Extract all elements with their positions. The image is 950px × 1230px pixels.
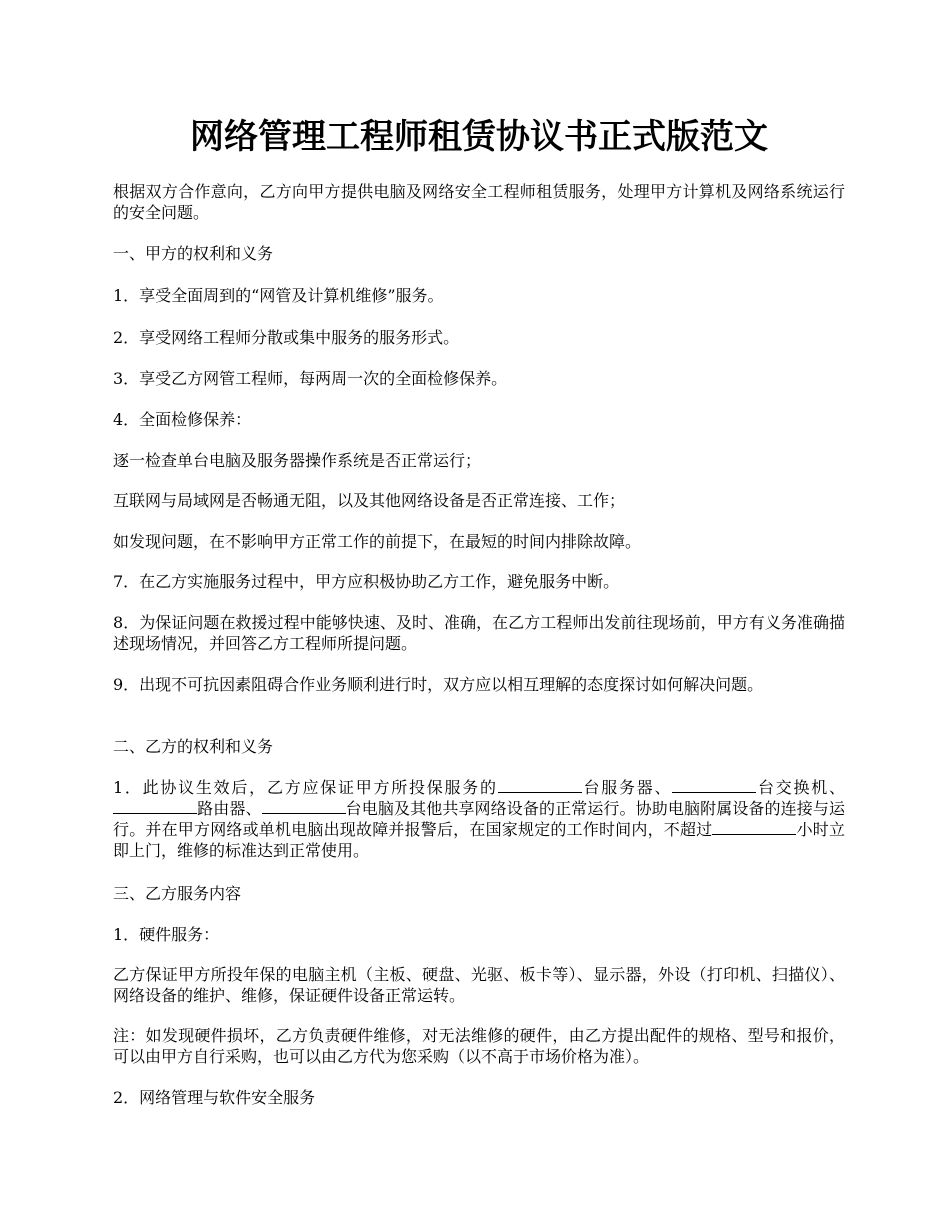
clause-a-4c: 如发现问题，在不影响甲方正常工作的前提下，在最短的时间内排除故障。 (113, 532, 642, 551)
clause-a-7: 7．在乙方实施服务过程中，甲方应积极协助乙方工作，避免服务中断。 (113, 572, 620, 591)
blank-switches (672, 778, 756, 793)
section-heading-party-b: 二、乙方的权利和义务 (113, 737, 274, 756)
clause-b-1-text-f: 小时立即上门，维修的标准达到正常使用。 (113, 820, 845, 860)
clause-a-4: 4．全面检修保养： (113, 410, 252, 429)
blank-servers (498, 778, 582, 793)
clause-c-2: 2．网络管理与软件安全服务 (113, 1088, 316, 1107)
section-heading-services: 三、乙方服务内容 (113, 884, 242, 903)
clause-a-4b: 互联网与局域网是否畅通无阻，以及其他网络设备是否正常连接、工作； (113, 491, 626, 510)
clause-b-1-text-e: 台电脑及其他共享网络设备的正常运行。协助电脑附属设备的连接与运行。并在甲方网络或单机电脑出现故障并报警后，在国家规定的工作时间内，不超过 (113, 799, 845, 839)
blank-routers (113, 799, 197, 814)
clause-a-8: 8．为保证问题在救援过程中能够快速、及时、准确，在乙方工程师出发前往现场前，甲方有义务准确描述现场情况，并回答乙方工程师所提问题。 (113, 613, 845, 653)
section-heading-party-a: 一、甲方的权利和义务 (113, 244, 274, 263)
page-title: 网络管理工程师租赁协议书正式版范文 (190, 117, 768, 157)
clause-b-1-text-d: 路由器、 (197, 799, 262, 818)
clause-b-1 (113, 777, 845, 861)
intro-paragraph: 根据双方合作意向，乙方向甲方提供电脑及网络安全工程师租赁服务，处理甲方计算机及网络系统运行的安全问题。 (113, 182, 845, 222)
clause-a-2: 2．享受网络工程师分散或集中服务的服务形式。 (113, 328, 460, 347)
clause-a-1: 1．享受全面周到的“网管及计算机维修”服务。 (113, 286, 444, 305)
clause-a-9: 9．出现不可抗因素阻碍合作业务顺利进行时，双方应以相互理解的态度探讨如何解决问题。 (113, 675, 764, 694)
blank-hours (712, 820, 796, 835)
blank-computers (262, 799, 346, 814)
clause-c-1: 1．硬件服务： (113, 925, 220, 944)
clause-a-4a: 逐一检查单台电脑及服务器操作系统是否正常运行； (113, 451, 482, 470)
clause-c-1a: 乙方保证甲方所投年保的电脑主机（主板、硬盘、光驱、板卡等）、显示器，外设（打印机、扫描仪）、网络设备的维护、维修，保证硬件设备正常运转。 (113, 965, 845, 1005)
clause-c-1-note: 注：如发现硬件损坏，乙方负责硬件维修，对无法维修的硬件，由乙方提出配件的规格、型号和报价，可以由甲方自行采购，也可以由乙方代为您采购（以不高于市场价格为准）。 (113, 1026, 845, 1066)
clause-b-1-text-b: 台服务器、 (581, 778, 673, 797)
clause-b-1-text-a: 1．此协议生效后，乙方应保证甲方所投保服务的 (113, 778, 498, 797)
clause-b-1-text-c: 台交换机、 (756, 778, 845, 797)
clause-a-3: 3．享受乙方网管工程师，每两周一次的全面检修保养。 (113, 369, 508, 388)
